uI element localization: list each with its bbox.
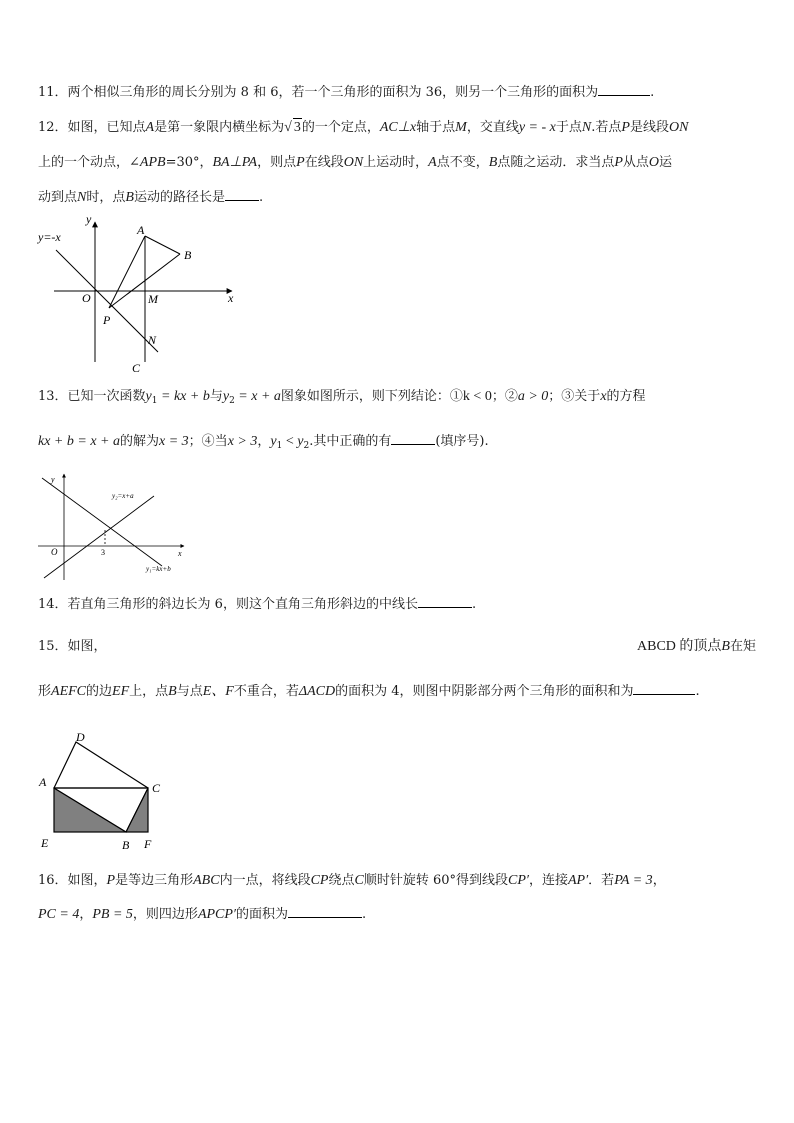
label-O: O (51, 547, 58, 557)
q12-var: B (125, 190, 134, 205)
label-y-neg-x: y=-x (38, 230, 61, 244)
q13-text: .其中正确的有 (309, 434, 392, 449)
q12-text: 12．如图，已知点 (38, 120, 146, 135)
q11-answer-blank[interactable] (598, 82, 650, 96)
q15-line-2 (38, 681, 700, 701)
q12-text: 运动的路径长是 (133, 190, 225, 205)
q12-var: BA⊥PA (212, 155, 258, 170)
q12-var: O (648, 155, 660, 170)
q12-text: 点不变， (436, 155, 489, 170)
label-B: B (122, 838, 130, 852)
q13-text: 与 (209, 389, 223, 404)
q12-text: 运 (659, 155, 673, 170)
q15-text: 的面积为 4，则图中阴影部分两个三角形的面积和为 (335, 684, 634, 699)
label-P: P (103, 313, 111, 327)
q12-line-2 (38, 154, 672, 172)
label-C: C (132, 361, 141, 375)
q15-var: B (721, 639, 730, 654)
q13-var: a > 0 (517, 389, 549, 404)
q12-var: N (581, 120, 592, 135)
q16-text: 的面积为 (236, 907, 289, 922)
q13-text: 13．已知一次函数 (38, 389, 146, 404)
q15-var: AEFC (51, 684, 87, 699)
q15-text: 在矩 (729, 639, 756, 654)
label-y: y (51, 475, 55, 484)
q16-var: C (354, 873, 364, 888)
q12-var: A (428, 155, 437, 170)
label-x: x (228, 291, 234, 305)
q15-text: 的边 (86, 684, 113, 699)
q13-var: k < 0 (462, 389, 492, 404)
q12-var: AC⊥x (379, 120, 417, 135)
q13-sub: 1 (151, 396, 158, 406)
q16-var: APCP′ (197, 907, 236, 922)
q14-line (38, 594, 476, 614)
q15-text: 与点 (176, 684, 203, 699)
q12-var: P (621, 120, 630, 135)
q13-var: = kx + b (157, 389, 210, 404)
q16-var: PB = 5 (92, 907, 133, 922)
q15-text: ABCD 的顶点 (637, 639, 722, 654)
q13-sub: 1 (276, 441, 283, 451)
label-A: A (39, 775, 47, 789)
q13-var: x = 3 (159, 434, 189, 449)
q12-sqrt-value: 3 (293, 120, 301, 135)
q12-answer-blank[interactable] (225, 187, 259, 201)
q12-text: ，交直线 (466, 120, 519, 135)
q16-text: 是等边三角形 (115, 873, 194, 888)
segment-ap (109, 236, 145, 308)
q11-line (38, 82, 654, 102)
q11-end: . (650, 85, 655, 100)
q12-text: 是第一象限内横坐标为 (154, 120, 285, 135)
q13-text: ， (257, 434, 271, 449)
q16-end: . (362, 907, 367, 922)
q15-line-1-right (637, 638, 756, 656)
q16-text: 绕点 (328, 873, 355, 888)
q14-text: 14．若直角三角形的斜边长为 6，则这个直角三角形斜边的中线长 (38, 597, 418, 612)
q12-var: APB (139, 155, 166, 170)
q13-text: 的方程 (606, 389, 646, 404)
q16-line-2 (38, 904, 366, 924)
q13-var: < (282, 434, 298, 449)
q12-var: M (455, 120, 467, 135)
q12-line-3 (38, 187, 263, 207)
q16-text: ．若 (588, 873, 615, 888)
q15-answer-blank[interactable] (633, 681, 695, 695)
q13-var: y (222, 389, 230, 404)
q12-var: N (77, 190, 87, 205)
q15-text: 形 (38, 684, 52, 699)
q13-sub: 2 (229, 396, 235, 406)
q12-text: .若点 (591, 120, 622, 135)
label-F: F (144, 837, 152, 851)
q15-var: EF (112, 684, 130, 699)
q15-var: B (168, 684, 177, 699)
q15-var: ΔACD (298, 684, 336, 699)
q12-text: 从点 (622, 155, 649, 170)
q12-var: A (145, 120, 155, 135)
q15-text: 不重合，若 (233, 684, 299, 699)
q16-var: P (106, 873, 116, 888)
label-x: x (178, 549, 182, 558)
line-y2 (44, 496, 154, 578)
q12-var: P (614, 155, 623, 170)
q13-var: y (270, 434, 277, 449)
label-M: M (148, 292, 158, 306)
q12-text: 上运动时， (363, 155, 429, 170)
q13-line-1 (38, 388, 646, 410)
q16-text: ，连接 (528, 873, 568, 888)
q12-text: 是线段 (629, 120, 669, 135)
q13-answer-blank[interactable] (391, 431, 435, 445)
q12-text: 于点 (555, 120, 582, 135)
q15-end: . (695, 684, 700, 699)
q13-text: ；④当 (188, 434, 228, 449)
q12-text: 上的一个动点，∠ (38, 155, 140, 170)
q15-line-1 (38, 638, 107, 656)
q16-text: ， (79, 907, 93, 922)
label-y2: y₂=x+a (112, 492, 134, 500)
q12-var: ON (668, 120, 689, 135)
q13-var: y (145, 389, 152, 404)
q13-sub: 2 (303, 441, 310, 451)
line-y-neg-x (56, 250, 158, 352)
q16-text: ， (652, 873, 666, 888)
q15-text: 15．如图， (38, 639, 107, 654)
q13-text: (填序号). (435, 434, 489, 449)
q12-text: 的一个定点， (301, 120, 380, 135)
q12-text: 点随之运动．求当点 (497, 155, 615, 170)
label-N: N (148, 333, 157, 347)
label-D: D (76, 730, 85, 744)
q12-text: 在线段 (304, 155, 344, 170)
q15-text: 上，点 (129, 684, 169, 699)
q12-var: ON (343, 155, 364, 170)
q12-text: 动到点 (38, 190, 78, 205)
label-B: B (184, 248, 192, 262)
label-3: 3 (101, 548, 105, 557)
q12-figure (34, 210, 244, 375)
label-y1: y₁=kx+b (146, 565, 171, 573)
q13-text: ；③关于 (548, 389, 601, 404)
segment-ab (145, 236, 180, 254)
q13-var: x > 3 (227, 434, 258, 449)
q16-var: AP′ (568, 873, 589, 888)
q11-text: 11．两个相似三角形的周长分别为 8 和 6，若一个三角形的面积为 36，则另一个三角形的面积为 (38, 85, 599, 100)
q12-text: ，则点 (257, 155, 297, 170)
q16-var: CP (310, 873, 329, 888)
q16-text: 16．如图， (38, 873, 107, 888)
q12-text: =30°， (165, 155, 213, 170)
q13-text: ；② (491, 389, 518, 404)
label-y: y (86, 212, 92, 226)
q16-var: PA = 3 (614, 873, 653, 888)
q16-var: CP′ (508, 873, 529, 888)
q12-text: 时，点 (86, 190, 126, 205)
q12-text: 轴于点 (416, 120, 456, 135)
q16-text: 顺时针旋转 60°得到线段 (363, 873, 509, 888)
q13-var: kx + b = x + a (38, 434, 120, 449)
q12-var: B (488, 155, 498, 170)
label-E: E (41, 836, 49, 850)
q16-answer-blank[interactable] (288, 904, 362, 918)
q12-var: P (296, 155, 305, 170)
q15-figure (34, 726, 174, 854)
q16-var: ABC (193, 873, 220, 888)
label-A: A (137, 223, 145, 237)
q12-line-1 (38, 118, 688, 137)
q13-text: 的解为 (119, 434, 159, 449)
q12-var: y = - x (518, 120, 556, 135)
q15-var: E、F (202, 684, 234, 699)
sqrt-symbol: √ (284, 120, 292, 135)
q14-answer-blank[interactable] (418, 594, 472, 608)
q12-end: . (258, 190, 264, 205)
q16-text: 内一点，将线段 (219, 873, 311, 888)
q13-var: y (297, 434, 304, 449)
q16-line-1 (38, 872, 666, 890)
label-O: O (82, 291, 91, 305)
q13-figure (34, 468, 194, 584)
q16-var: PC = 4 (38, 907, 80, 922)
q14-end: . (471, 597, 477, 612)
q13-var: x (600, 389, 607, 404)
q13-line-2 (38, 431, 489, 455)
q13-var: = x + a (234, 389, 281, 404)
q16-text: ，则四边形 (132, 907, 198, 922)
q13-text: 图象如图所示，则下列结论：① (280, 389, 463, 404)
label-C: C (152, 781, 161, 795)
